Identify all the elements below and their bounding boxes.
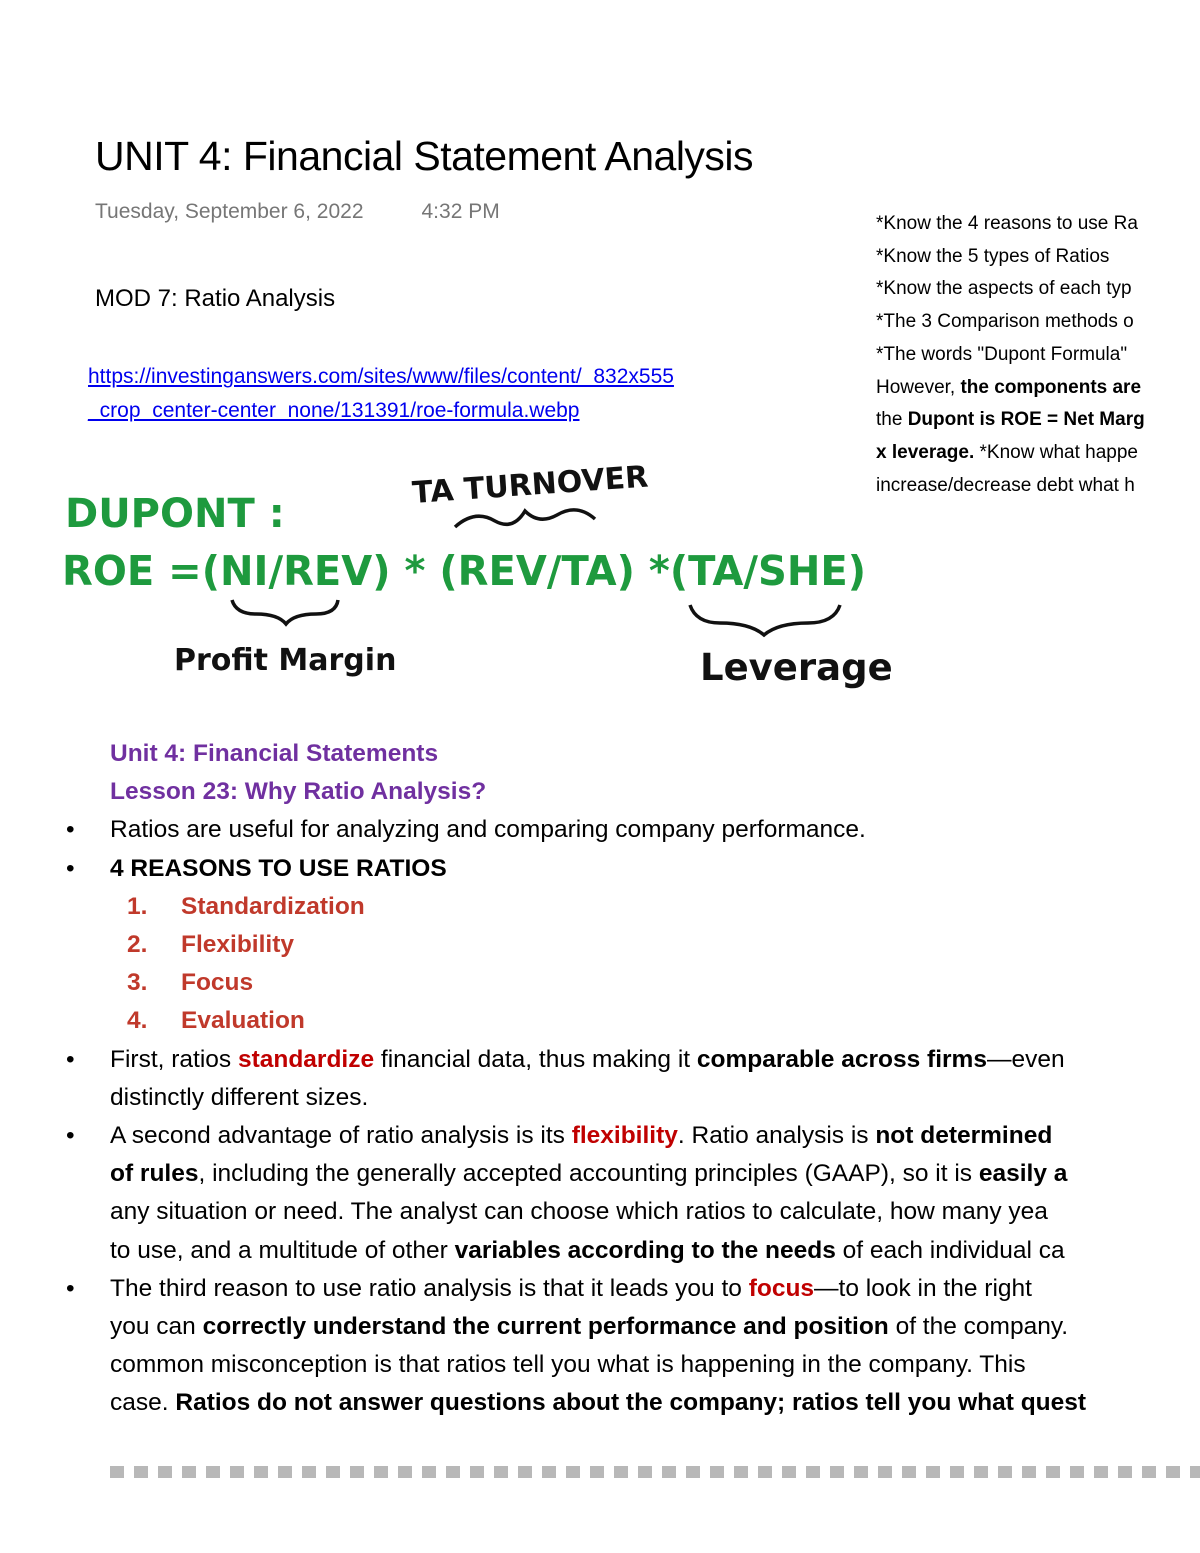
profit-margin-label: Profit Margin: [174, 643, 397, 678]
list-item: [0, 1270, 1200, 1308]
lesson-heading: Lesson 23: Why Ratio Analysis?: [110, 778, 487, 806]
text-run: financial data, thus making it: [374, 1045, 697, 1073]
emphasis-red: flexibility: [571, 1122, 678, 1150]
note-line: *The 3 Comparison methods o: [876, 311, 1134, 333]
note-line: *Know the 4 reasons to use Ra: [876, 213, 1138, 234]
lesson-section: [0, 735, 1200, 1423]
list-item-continued: [0, 1193, 1200, 1231]
note-line: increase/decrease debt what h: [876, 474, 1135, 496]
text-run: you can: [110, 1313, 203, 1341]
reason-label: Evaluation: [181, 1007, 305, 1035]
list-item-continued: [0, 1346, 1200, 1384]
note-line: *The words "Dupont Formula": [876, 343, 1128, 365]
bullet-text: Ratios are useful for analyzing and comparing company performance.: [110, 816, 866, 844]
emphasis-bold: not determined: [875, 1122, 1053, 1150]
list-item: [0, 811, 1200, 849]
note-bold: x leverage.: [876, 441, 975, 463]
link-line-2[interactable]: _crop_center-center_none/131391/roe-formula.webp: [88, 399, 580, 422]
emphasis-bold: easily a: [978, 1160, 1068, 1188]
text-run: distinctly different sizes.: [110, 1083, 369, 1111]
bullet: •: [66, 1274, 75, 1302]
text-run: case.: [110, 1389, 176, 1417]
reason-number: 3.: [127, 969, 148, 997]
bullet: •: [66, 1122, 75, 1150]
note-text: the: [876, 409, 908, 431]
text-run: . Ratio analysis is: [677, 1122, 876, 1150]
reason-item: [0, 926, 1200, 964]
emphasis-red: standardize: [237, 1045, 375, 1073]
reason-number: 4.: [127, 1007, 148, 1035]
reason-label: Flexibility: [181, 931, 295, 959]
brace-left: [232, 600, 338, 624]
module-heading: MOD 7: Ratio Analysis: [95, 285, 336, 312]
text-run: A second advantage of ratio analysis is its: [110, 1122, 572, 1150]
clipped-text-line: [0, 1466, 1200, 1478]
handwritten-dupont-diagram: [0, 455, 1200, 705]
emphasis-bold: variables according to the needs: [454, 1236, 836, 1264]
link-line-1[interactable]: https://investinganswers.com/sites/www/files/content/_832x555: [88, 365, 674, 388]
bullet: •: [66, 854, 75, 882]
text-run: any situation or need. The analyst can choose which ratios to calculate, how many yea: [110, 1198, 1048, 1226]
emphasis-bold: of rules: [110, 1160, 199, 1188]
text-run: of each individual ca: [835, 1236, 1065, 1264]
reason-item: [0, 1002, 1200, 1040]
brace-top: [455, 510, 595, 527]
unit-heading: Unit 4: Financial Statements: [110, 740, 439, 767]
bullet: •: [66, 816, 75, 844]
list-item-continued: [0, 1155, 1200, 1193]
list-item: [0, 1041, 1200, 1079]
note-line: *Know the aspects of each typ: [876, 278, 1132, 300]
text-run: First, ratios: [110, 1045, 238, 1073]
list-item-continued: [0, 1232, 1200, 1270]
note-line: [876, 372, 1200, 405]
reason-label: Focus: [181, 969, 254, 997]
dupont-label: DUPONT :: [65, 491, 285, 537]
source-link[interactable]: [88, 360, 674, 428]
note-line: [876, 404, 1200, 437]
roe-formula: ROE =(NI/REV) * (REV/TA) *(TA/SHE): [62, 547, 866, 595]
bullet: •: [66, 1045, 75, 1073]
ta-turnover-label: TA TURNOVER: [411, 459, 650, 511]
leverage-label: Leverage: [700, 646, 893, 689]
text-run: , including the generally accepted accounting principles (GAAP), so it is: [198, 1160, 979, 1188]
reason-item: [0, 888, 1200, 926]
reason-number: 1.: [127, 892, 148, 920]
text-run: of the company.: [888, 1313, 1069, 1341]
reason-item: [0, 964, 1200, 1002]
page-title: UNIT 4: Financial Statement Analysis: [95, 133, 754, 179]
bullet-text: 4 REASONS TO USE RATIOS: [110, 854, 447, 882]
note-bold: the components are: [960, 376, 1142, 398]
note-line: *Know the 5 types of Ratios: [876, 245, 1110, 267]
brace-right: [690, 605, 840, 635]
reason-label: Standardization: [181, 892, 365, 920]
date-text: Tuesday, September 6, 2022: [95, 200, 364, 223]
cut-off-glyphs: [110, 1466, 1200, 1478]
note-text: However,: [876, 376, 961, 398]
note-bold: Dupont is ROE = Net Marg: [907, 409, 1145, 431]
text-run: —even: [986, 1045, 1065, 1073]
text-run: common misconception is that ratios tell you what is happening in the company. This: [110, 1351, 1026, 1379]
emphasis-red: focus: [748, 1274, 815, 1302]
list-item-continued: [0, 1079, 1200, 1117]
reason-number: 2.: [127, 931, 148, 959]
emphasis-bold: correctly understand the current performance and position: [202, 1313, 889, 1341]
text-run: to use, and a multitude of other: [110, 1236, 455, 1264]
list-item-continued: [0, 1308, 1200, 1346]
list-item: [0, 850, 1200, 888]
text-run: The third reason to use ratio analysis is that it leads you to: [110, 1274, 749, 1302]
emphasis-bold: Ratios do not answer questions about the company; ratios tell you what quest: [175, 1389, 1087, 1417]
list-item: [0, 1117, 1200, 1155]
note-text: *Know what happe: [974, 441, 1138, 463]
list-item-continued: [0, 1384, 1200, 1422]
text-run: —to look in the right: [814, 1274, 1032, 1302]
timestamp: [95, 200, 500, 224]
time-text: 4:32 PM: [421, 200, 500, 223]
emphasis-bold: comparable across firms: [696, 1045, 987, 1073]
